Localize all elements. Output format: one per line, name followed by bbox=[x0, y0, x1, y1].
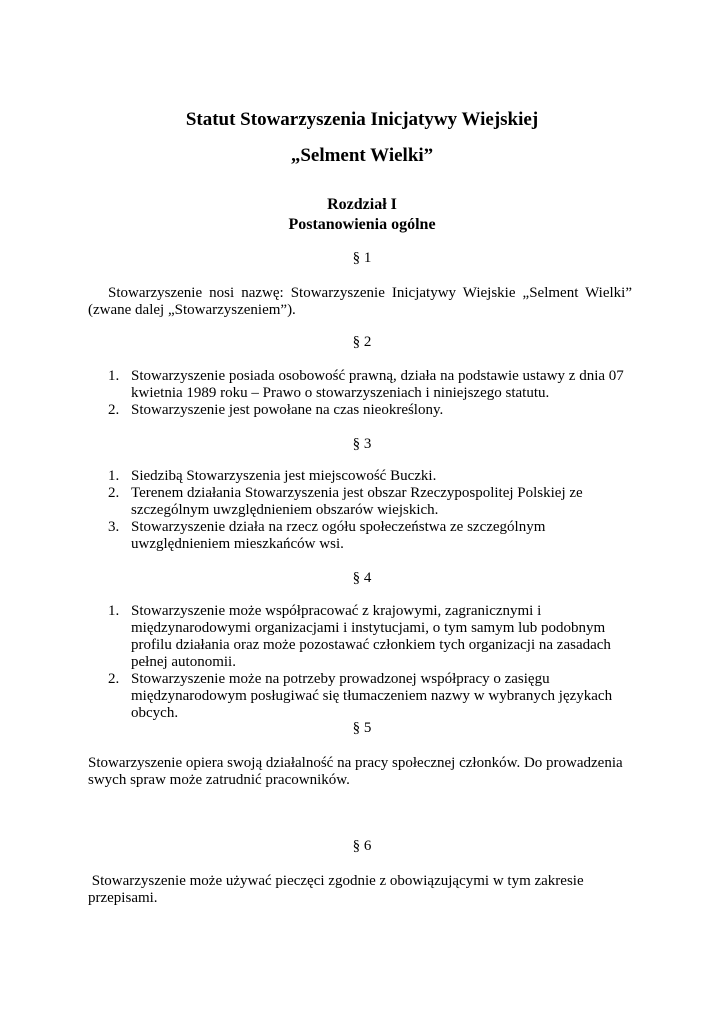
list-item-line: Stowarzyszenie posiada osobowość prawną, działa na podstawie ustawy z dnia 07 bbox=[131, 368, 624, 384]
section-6-text-line1: Stowarzyszenie może używać pieczęci zgodnie z obowiązującymi w tym zakresie bbox=[88, 873, 584, 889]
chapter-name: Postanowienia ogólne bbox=[288, 216, 436, 233]
section-1-text-line2: (zwane dalej „Stowarzyszeniem”). bbox=[88, 302, 296, 318]
list-item-line: kwietnia 1989 roku – Prawo o stowarzyszeniach i niniejszego statutu. bbox=[131, 385, 550, 401]
section-2-list bbox=[108, 368, 628, 419]
section-6-text-line2: przepisami. bbox=[88, 890, 158, 906]
list-item-line: Stowarzyszenie jest powołane na czas nieokreślony. bbox=[131, 402, 444, 418]
list-item bbox=[108, 402, 628, 419]
section-1-text-line1: Stowarzyszenie nosi nazwę: Stowarzyszenie Inicjatywy Wiejskie „Selment Wielki” bbox=[108, 285, 632, 301]
section-1-sign: § 1 bbox=[352, 250, 372, 266]
list-item-number: 2. bbox=[108, 671, 120, 687]
chapter-number: Rozdział I bbox=[327, 196, 397, 213]
list-item-line: Stowarzyszenie może na potrzeby prowadzonej współpracy o zasięgu bbox=[131, 671, 550, 687]
list-item bbox=[108, 368, 628, 402]
list-item-line: Siedzibą Stowarzyszenia jest miejscowość Buczki. bbox=[131, 468, 437, 484]
section-5-text-line2: swych spraw może zatrudnić pracowników. bbox=[88, 772, 350, 788]
list-item-line: międzynarodowym posługiwać się tłumaczeniem nazwy w wybranych językach bbox=[131, 688, 613, 704]
list-item-line: pełnej autonomii. bbox=[131, 654, 236, 670]
list-item-number: 2. bbox=[108, 402, 120, 418]
section-5-text-line1: Stowarzyszenie opiera swoją działalność na pracy społecznej członków. Do prowadzenia bbox=[88, 755, 623, 771]
section-3-list bbox=[108, 468, 628, 553]
list-item bbox=[108, 603, 628, 671]
list-item-number: 1. bbox=[108, 368, 120, 384]
list-item-number: 2. bbox=[108, 485, 120, 501]
list-item bbox=[108, 519, 628, 553]
list-item-line: obcych. bbox=[131, 705, 179, 721]
list-item bbox=[108, 485, 628, 519]
section-6-sign: § 6 bbox=[352, 838, 372, 854]
list-item-number: 3. bbox=[108, 519, 120, 535]
list-item-line: Stowarzyszenie może współpracować z krajowymi, zagranicznymi i bbox=[131, 603, 542, 619]
list-item-line: profilu działania oraz może pozostawać członkiem tych organizacji na zasadach bbox=[131, 637, 611, 653]
list-item-line: międzynarodowymi organizacjami i instytucjami, o tym samym lub podobnym bbox=[131, 620, 606, 636]
section-4-list bbox=[108, 603, 628, 722]
section-4-sign: § 4 bbox=[352, 570, 372, 586]
section-2-sign: § 2 bbox=[352, 334, 372, 350]
section-5-sign: § 5 bbox=[352, 720, 372, 736]
list-item-line: Terenem działania Stowarzyszenia jest obszar Rzeczypospolitej Polskiej ze bbox=[131, 485, 583, 501]
list-item bbox=[108, 671, 628, 722]
list-item-number: 1. bbox=[108, 603, 120, 619]
list-item-number: 1. bbox=[108, 468, 120, 484]
list-item-line: Stowarzyszenie działa na rzecz ogółu społeczeństwa ze szczególnym bbox=[131, 519, 546, 535]
list-item-line: szczególnym uwzględnieniem obszarów wiejskich. bbox=[131, 502, 439, 518]
list-item bbox=[108, 468, 628, 485]
list-item-line: uwzględnieniem mieszkańców wsi. bbox=[131, 536, 344, 552]
document-title: Statut Stowarzyszenia Inicjatywy Wiejskiej bbox=[185, 109, 539, 130]
section-3-sign: § 3 bbox=[352, 436, 372, 452]
document-subtitle: „Selment Wielki” bbox=[290, 145, 434, 166]
